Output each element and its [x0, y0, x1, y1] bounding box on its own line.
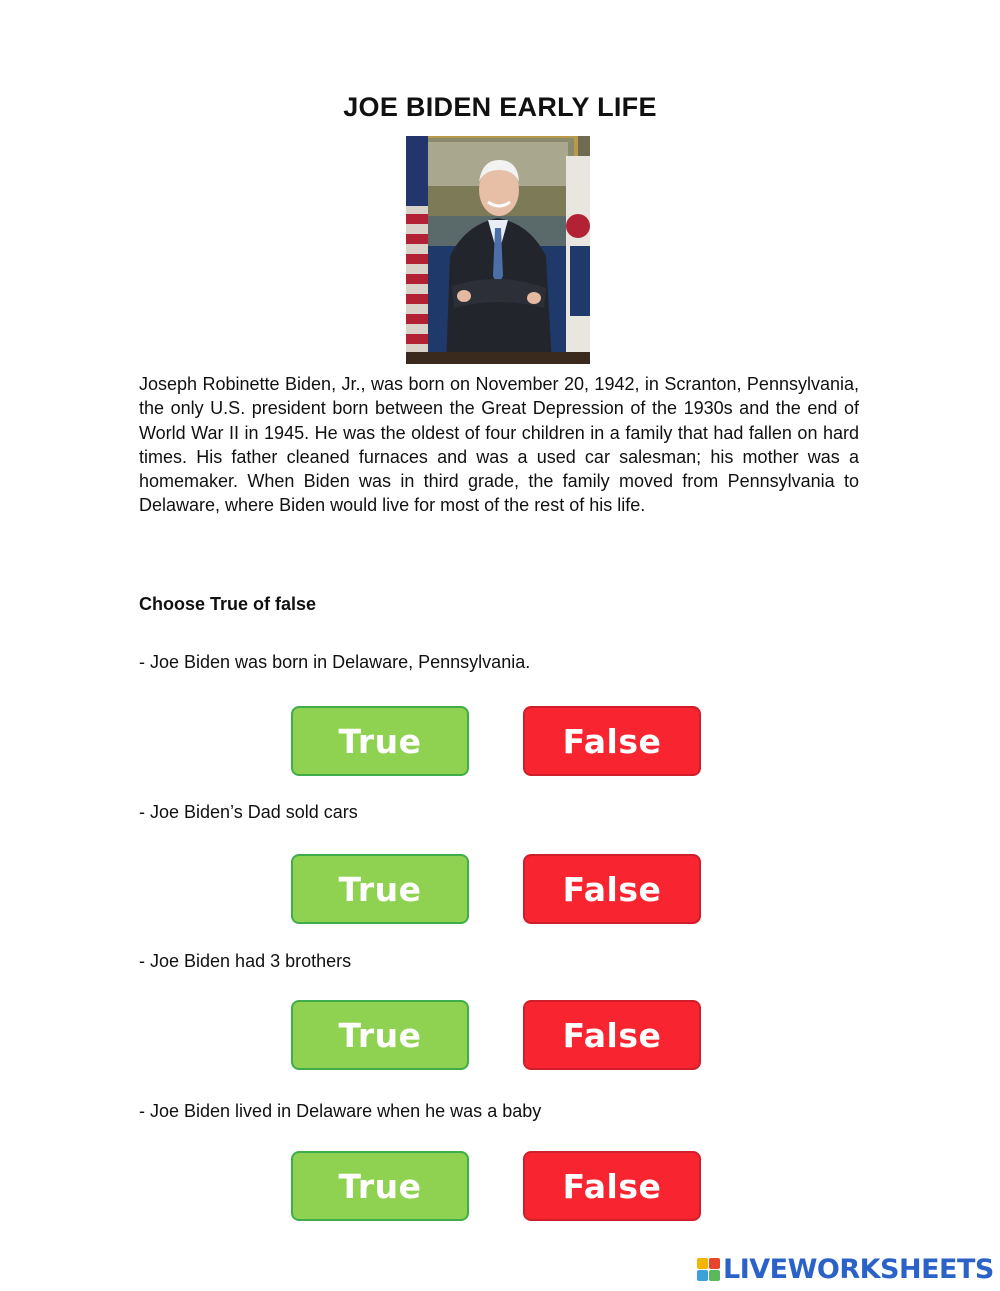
question-3-true-button[interactable]: True: [291, 1000, 469, 1070]
logo-block: [697, 1258, 708, 1269]
logo-text: LIVEWORKSHEETS: [723, 1254, 994, 1285]
portrait-photo: [406, 136, 590, 364]
liveworksheets-logo: [697, 1254, 994, 1285]
logo-block: [709, 1270, 720, 1281]
question-2-text: - Joe Biden’s Dad sold cars: [139, 802, 358, 822]
question-1-true-button[interactable]: True: [291, 706, 469, 776]
intro-paragraph: Joseph Robinette Biden, Jr., was born on November 20, 1942, in Scranton, Pennsylvania, the only U.S. president born between the Great Depression of the 1930s and the end of World War II in 1945. He was the oldest of four children in a family that had fallen on hard times. His father cleaned furnaces and was a used car salesman; his mother was a homemaker. When Biden was in third grade, the family moved from Pennsylvania to Delaware, where Biden would live for most of the rest of his life.: [139, 374, 859, 516]
logo-blocks-icon: [697, 1258, 720, 1281]
question-2-true-button[interactable]: True: [291, 854, 469, 924]
instruction-heading: Choose True of false: [139, 594, 317, 614]
question-2-false-button[interactable]: False: [523, 854, 701, 924]
question-4-text: - Joe Biden lived in Delaware when he was a baby: [139, 1101, 542, 1121]
logo-block: [709, 1258, 720, 1269]
page-title: JOE BIDEN EARLY LIFE: [343, 92, 657, 122]
logo-block: [697, 1270, 708, 1281]
question-1-false-button[interactable]: False: [523, 706, 701, 776]
question-3-text: - Joe Biden had 3 brothers: [139, 951, 352, 971]
question-4-true-button[interactable]: True: [291, 1151, 469, 1221]
question-4-false-button[interactable]: False: [523, 1151, 701, 1221]
question-3-false-button[interactable]: False: [523, 1000, 701, 1070]
question-1-text: - Joe Biden was born in Delaware, Pennsylvania.: [139, 652, 531, 672]
